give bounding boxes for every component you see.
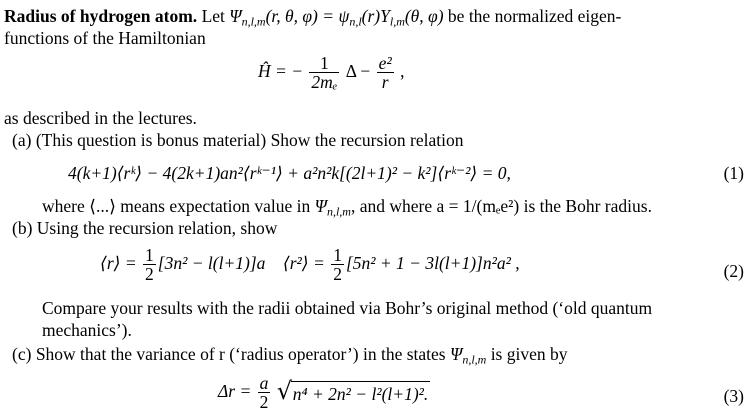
equation-1: 4(k+1)⟨rᵏ⟩ − 4(2k+1)an²⟨rᵏ⁻¹⟩ + a²n²k[(2l+1)² − k²]⟨rᵏ⁻²⟩ = 0,	[68, 163, 511, 183]
intro-text-b: be the normalized eigen-	[447, 6, 622, 26]
part-b-compare-line-1: Compare your results with the radii obtained via Bohr’s original method (‘old quantum	[42, 298, 653, 318]
hamiltonian-fraction-2: $\frac{\text{e²}}{r}$	[378, 53, 392, 93]
hamiltonian-fraction-1: $\frac{1}{\text{2mₑ}}$	[311, 53, 338, 93]
part-b-label: (b)	[12, 218, 33, 238]
part-a-where-line: where ⟨...⟩ means expectation value in $\Psi_{n,l,m}$, and where a = 1/(mₑe²) is the Bohr radius.	[42, 196, 652, 219]
psi-definition: $\Psi_{n,l,m}(r$, θ, $\varphi) = \psi_{n,l}(r)Y_{l,m}(\theta$, φ)	[229, 6, 444, 29]
part-a-label: (a)	[12, 130, 32, 150]
part-a-heading	[12, 130, 464, 151]
equation-2-half-1: $\frac{1}{2}$	[145, 245, 154, 285]
part-a-text: (This question is bonus material) Show the recursion relation	[35, 130, 464, 150]
problem-title: Radius of hydrogen atom.	[4, 6, 198, 26]
hamiltonian-equation: Ĥ = − $\frac{1}{\text{2mₑ}}$ Δ − $\frac{\text{e²}}{r}$ ,	[258, 53, 405, 93]
intro-line-1	[4, 6, 621, 29]
part-c-heading: (c) Show that the variance of r (‘radius operator’) in the states $\Psi_{n,l,m}$ is given by	[12, 344, 568, 367]
part-b-heading	[12, 218, 277, 239]
intro-text-a: Let	[201, 6, 225, 26]
equation-3-fraction: $\frac{a}{2}$	[259, 373, 269, 413]
equation-3-sqrt: √ n⁴ + 2n² − l²(l+1)².	[276, 376, 429, 405]
part-c-label: (c)	[12, 344, 32, 364]
intro-line-2: functions of the Hamiltonian	[4, 28, 206, 48]
equation-3-number: (3)	[723, 386, 744, 406]
equation-3: Δr = $\frac{a}{2}$ √ n⁴ + 2n² − l²(l+1)².	[218, 373, 429, 413]
part-b-compare-line-2: mechanics’).	[42, 320, 132, 340]
equation-2: ⟨r⟩ = $\frac{1}{2}$ [3n² − l(l+1)]a ⟨r²⟩ = $\frac{1}{2}$ [5n² + 1 − 3l(l+1)]n²a² ,	[100, 245, 520, 285]
as-described-text: as described in the lectures.	[4, 108, 197, 128]
equation-2-number: (2)	[723, 261, 744, 281]
equation-1-number: (1)	[723, 163, 744, 183]
part-b-text: Using the recursion relation, show	[36, 218, 278, 238]
equation-2-half-2: $\frac{1}{2}$	[333, 245, 342, 285]
